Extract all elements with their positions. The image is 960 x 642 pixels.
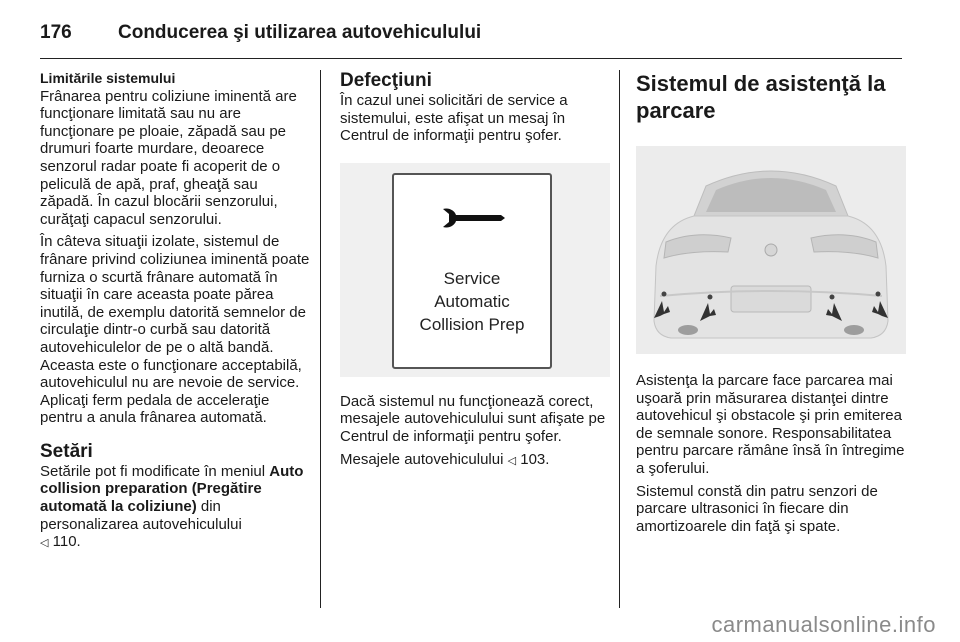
column-parking-assist [636, 70, 906, 540]
chapter-title: Conducerea şi utilizarea autovehiculului [118, 22, 482, 43]
column-divider-2 [619, 70, 620, 608]
limitations-paragraph-2: În câteva situaţii izolate, sistemul de frânare privind coliziunea iminentă poate furniza o scurtă frânare automată în situaţii în care aceasta poate părea inutilă, de exemplu datorită semnelor de circulaţie dintr-o curbă sau datorită autovehiculelor de pe o altă bandă. Aceasta este o funcţionare acceptabilă, autovehiculul nu are nevoie de service. Aplicaţi ferm pedala de acceleraţie pentru a anula frânarea automată. [40, 233, 310, 427]
dic-display-illustration [340, 163, 610, 377]
settings-intro: Setările pot fi modificate în meniul [40, 462, 266, 480]
display-line-2: Automatic [434, 291, 510, 311]
limitations-paragraph-1: Frânarea pentru coliziune iminentă are funcţionare limitată sau nu are funcţionare pe ploaie, zăpadă sau pe drumuri foarte murdare, deoarece senzorul radar poate fi acoperit de o peliculă de apă, praf, gheaţă sau zăpadă. În cazul blocării senzorului, curăţaţi capacul senzorului. [40, 87, 297, 228]
settings-menu-name: Auto collision preparation (Pregătire automată la coliziune) [40, 462, 304, 516]
page-ref-icon: ◁ [40, 537, 49, 550]
limitations-subheading: Limitările sistemului [40, 70, 176, 86]
display-line-3: Collision Prep [419, 314, 525, 334]
parking-assist-paragraph-2: Sistemul constă din patru senzori de parcare ultrasonici în fiecare din amortizoarele din faţă şi spate. [636, 482, 878, 535]
car-rear-illustration [636, 146, 906, 354]
header-divider [40, 58, 902, 59]
page-ref-icon: ◁ [507, 454, 517, 467]
dic-display-message [394, 267, 550, 336]
settings-tail: din personalizarea autovehiculului [40, 498, 242, 533]
page-number: 176 [40, 22, 72, 43]
dic-display-frame [392, 173, 552, 369]
faults-paragraph-1: În cazul unei solicitări de service a sistemului, este afişat un mesaj în Centrul de informaţii pentru şofer. [340, 92, 568, 145]
column-faults [340, 70, 610, 475]
column-divider-1 [320, 70, 321, 608]
display-line-1: Service [443, 268, 501, 288]
settings-heading: Setări [40, 440, 93, 462]
faults-page-ref[interactable]: 103. [520, 450, 550, 468]
settings-paragraph [40, 463, 310, 553]
parking-assist-heading: Sistemul de asistenţă la parcare [636, 71, 886, 123]
car-rear-drawing [636, 146, 906, 354]
faults-paragraph-2: Dacă sistemul nu funcţionează corect, mesajele autovehiculului sunt afişate pe Centrul de informaţii pentru şofer. [340, 392, 606, 445]
faults-heading: Defecţiuni [340, 70, 432, 91]
wrench-icon [439, 205, 509, 231]
watermark: carmanualsonline.info [711, 612, 936, 637]
parking-assist-paragraph-1: Asistenţa la parcare face parcarea mai uşoară prin măsurarea distanţei dintre autovehicul şi obstacole şi prin emiterea de semnale sonore. Responsabilitatea pentru parcare rămâne însă în întregime a şoferului. [636, 372, 905, 477]
settings-page-ref[interactable]: 110. [52, 533, 81, 551]
faults-ref-text: Mesajele autovehiculului [340, 450, 504, 468]
column-limitations [40, 70, 310, 558]
faults-reference [340, 451, 610, 471]
page-header [40, 16, 481, 50]
